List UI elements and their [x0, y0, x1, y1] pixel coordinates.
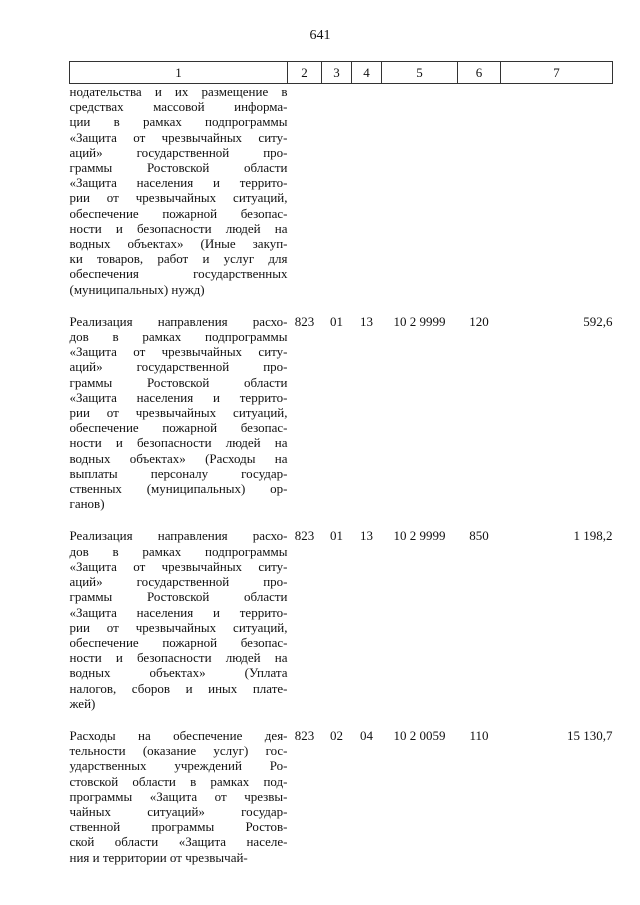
cell-ministry: 823 [294, 528, 315, 544]
cell-amount [501, 84, 613, 297]
item-name-line: средствах массовой информа- [69, 99, 288, 115]
item-name-line: ственной программы Ростов- [69, 819, 288, 835]
item-name-line: (муниципальных) нужд) [69, 281, 205, 297]
item-name-line: налогов, сборов и иных плате- [69, 680, 288, 696]
table-row [70, 84, 613, 297]
item-name-line: ударственных учреждений Ро- [69, 758, 288, 774]
item-name-line: программы «Защита от чрезвы- [69, 788, 288, 804]
item-name-line: водных объектах» (Иные закуп- [69, 236, 288, 252]
item-name-line: дов в рамках подпрограммы [69, 543, 288, 559]
item-name-line: жей) [69, 695, 96, 711]
item-name-line: аций» государственной про- [69, 574, 288, 590]
cell-expense-type [458, 84, 501, 297]
item-name-line: ния и территории от чрезвычай- [69, 849, 248, 865]
cell-target-article: 10 2 0059 [393, 727, 446, 743]
cell-ministry: 823 [294, 727, 315, 743]
table-row [70, 728, 613, 865]
item-name-line: рии от чрезвычайных ситуаций, [69, 405, 288, 421]
item-name-line: чайных ситуаций» государ- [69, 803, 288, 819]
item-name-line: обеспечение пожарной безопас- [69, 634, 288, 650]
cell-amount: 1 198,2 [573, 528, 613, 544]
cell-item-name [70, 314, 288, 512]
budget-table [69, 61, 613, 865]
row-spacer [70, 297, 613, 314]
row-spacer [70, 511, 613, 528]
item-name-line: «Защита от чрезвычайных ситу- [69, 344, 288, 360]
column-header-expense-type: 6 [458, 62, 501, 84]
item-name-line: ки товаров, работ и услуг для [69, 251, 288, 267]
item-name-line: ской области «Защита населе- [69, 834, 288, 850]
cell-amount: 592,6 [583, 313, 613, 329]
item-name-line: обеспечение пожарной безопас- [69, 420, 288, 436]
item-name-line: «Защита от чрезвычайных ситу- [69, 129, 288, 145]
cell-target-article: 10 2 9999 [393, 313, 446, 329]
item-name-line: обеспечение пожарной безопас- [69, 205, 288, 221]
item-name-line: граммы Ростовской области [69, 160, 288, 176]
cell-expense-type: 120 [469, 313, 489, 329]
item-name-line: ности и безопасности людей на [69, 650, 288, 666]
item-name-line: рии от чрезвычайных ситуаций, [69, 190, 288, 206]
item-name-line: водных объектах» (Расходы на [69, 450, 288, 466]
cell-target-article [382, 84, 458, 297]
cell-item-name [70, 84, 288, 297]
item-name-line: ности и безопасности людей на [69, 435, 288, 451]
cell-section: 01 [330, 313, 343, 329]
item-name-line: ганов) [69, 496, 105, 512]
cell-target-article: 10 2 9999 [393, 528, 446, 544]
item-name-line: аций» государственной про- [69, 144, 288, 160]
cell-item-name [70, 528, 288, 710]
item-name-line: «Защита от чрезвычайных ситу- [69, 558, 288, 574]
cell-expense-type: 850 [469, 528, 489, 544]
cell-section: 02 [330, 727, 343, 743]
item-name-line: «Защита населения и террито- [69, 389, 288, 405]
row-spacer [70, 711, 613, 728]
item-name-line: нодательства и их размещение в [69, 84, 288, 99]
table-header-row [70, 62, 613, 84]
item-name-line: стовской области в рамках под- [69, 773, 288, 789]
column-header-ministry: 2 [288, 62, 322, 84]
cell-section: 01 [330, 528, 343, 544]
item-name-line: рии от чрезвычайных ситуаций, [69, 619, 288, 635]
column-header-subsection: 4 [352, 62, 382, 84]
item-name-line: водных объектах» (Уплата [69, 665, 288, 681]
item-name-line: обеспечения государственных [69, 266, 288, 282]
column-header-name: 1 [70, 62, 288, 84]
cell-ministry [288, 84, 322, 297]
item-name-line: аций» государственной про- [69, 359, 288, 375]
item-name-line: граммы Ростовской области [69, 374, 288, 390]
item-name-line: тельности (оказание услуг) гос- [69, 743, 288, 759]
item-name-line: Расходы на обеспечение дея- [69, 727, 288, 743]
column-header-amount: 7 [501, 62, 613, 84]
column-header-section: 3 [322, 62, 352, 84]
cell-item-name [70, 728, 288, 865]
cell-ministry: 823 [294, 313, 315, 329]
cell-subsection: 04 [360, 727, 373, 743]
table-row [70, 314, 613, 512]
cell-subsection [352, 84, 382, 297]
column-header-target-article: 5 [382, 62, 458, 84]
item-name-line: «Защита населения и террито- [69, 175, 288, 191]
item-name-line: Реализация направления расхо- [69, 313, 288, 329]
item-name-line: ции в рамках подпрограммы [69, 114, 288, 130]
item-name-line: граммы Ростовской области [69, 589, 288, 605]
cell-subsection: 13 [360, 313, 373, 329]
table-row [70, 528, 613, 710]
cell-section [322, 84, 352, 297]
item-name-line: дов в рамках подпрограммы [69, 329, 288, 345]
item-name-line: Реализация направления расхо- [69, 528, 288, 544]
cell-amount: 15 130,7 [567, 727, 613, 743]
item-name-line: ности и безопасности людей на [69, 220, 288, 236]
item-name-line: ственных (муниципальных) ор- [69, 481, 288, 497]
cell-expense-type: 110 [469, 727, 489, 743]
page-number: 641 [309, 28, 331, 43]
item-name-line: выплаты персоналу государ- [69, 465, 288, 481]
item-name-line: «Защита населения и террито- [69, 604, 288, 620]
cell-subsection: 13 [360, 528, 373, 544]
